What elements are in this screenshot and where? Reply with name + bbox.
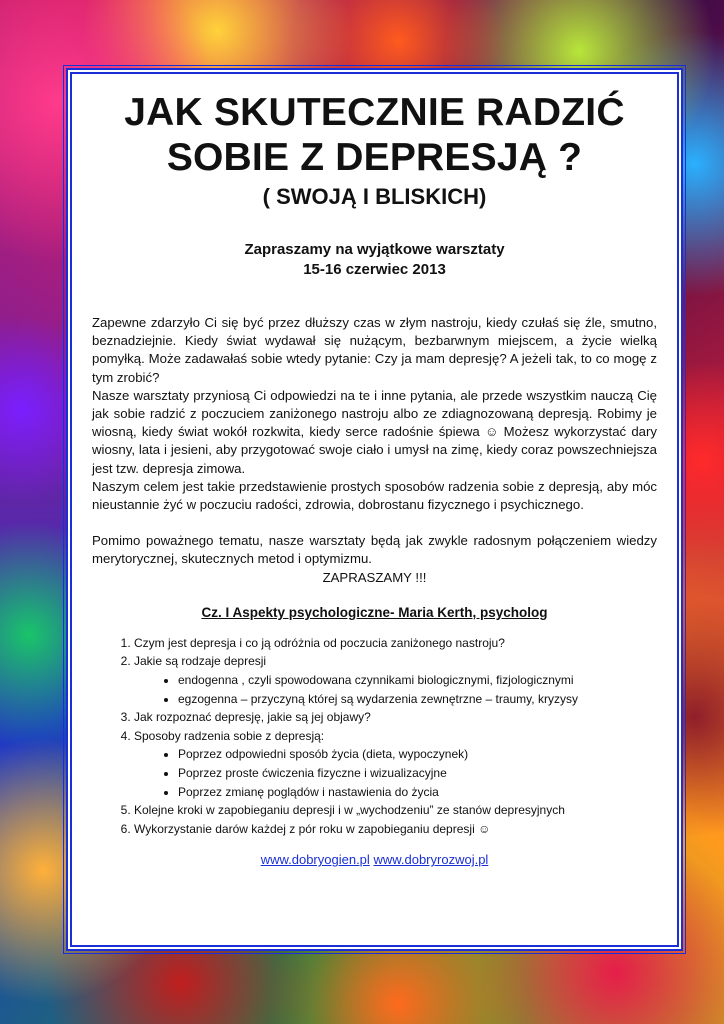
poster-subtitle: ( SWOJĄ I BLISKICH) <box>262 184 487 209</box>
topic-item <box>134 801 657 820</box>
topic-text: Sposoby radzenia sobie z depresją: <box>134 728 325 743</box>
topic-item <box>134 634 657 653</box>
topic-item <box>134 820 657 839</box>
paragraph-4: Pomimo poważnego tematu, nasze warsztaty będą jak zwykle radosnym połączeniem wiedzy merytorycznej, skutecznych metod i optymizmu. <box>92 533 657 567</box>
link-dobryrozwoj[interactable]: www.dobryrozwoj.pl <box>373 852 489 868</box>
topic-text: Kolejne kroki w zapobieganiu depresji i w „wychodzeniu” ze stanów depresyjnych <box>134 803 565 818</box>
subtopic-text: egzogenna – przyczyną której są wydarzenia zewnętrzne – traumy, kryzysy <box>178 691 578 706</box>
topic-item <box>134 652 657 708</box>
topic-list <box>92 634 657 839</box>
topic-text: Czym jest depresja i co ją odróżnia od poczucia zaniżonego nastroju? <box>134 635 505 650</box>
poster-content <box>92 90 657 867</box>
call-to-action: ZAPRASZAMY !!! <box>322 569 427 585</box>
title-line-2: SOBIE Z DEPRESJĄ ? <box>166 136 583 179</box>
topic-text: Wykorzystanie darów każdej z pór roku w zapobieganiu depresji ☺ <box>134 821 491 836</box>
subtopic-list <box>134 671 657 708</box>
subtopic-list <box>134 745 657 801</box>
paragraph-spacer <box>92 514 657 532</box>
topic-text: Jakie są rodzaje depresji <box>134 654 267 669</box>
subtopic-item <box>178 745 657 764</box>
subtopic-item <box>178 690 657 709</box>
link-dobryogien[interactable]: www.dobryogien.pl <box>260 852 370 868</box>
poster-frame <box>66 68 683 951</box>
poster-title <box>92 90 657 180</box>
subtopic-text: Poprzez proste ćwiczenia fizyczne i wizualizacyjne <box>178 766 447 780</box>
topic-item <box>134 727 657 801</box>
paragraph-2: Nasze warsztaty przyniosą Ci odpowiedzi na te i inne pytania, ale przede wszystkim nauczą Cię jak sobie radzić z poczuciem zaniżonego nastroju albo ze zdiagnozowaną depresją. Robimy je wiosną, kiedy świat wokół rozkwita, kiedy serce radośnie śpiewa ☺ Możesz wykorzystać dary wiosny, lata i jesieni, aby przygotować swoje ciało i umysł na zimę, kiedy coraz powszechniejsza jest tzw. depresja zimowa. <box>92 387 657 476</box>
invitation-text: Zapraszamy na wyjątkowe warsztaty <box>244 241 505 258</box>
title-line-1: JAK SKUTECZNIE RADZIĆ <box>124 91 625 134</box>
invitation <box>92 240 657 280</box>
section-title: Cz. I Aspekty psychologiczne- Maria Kerth, psycholog <box>201 604 548 620</box>
paragraph-1: Zapewne zdarzyło Ci się być przez dłuższy czas w złym nastroju, kiedy czułaś się źle, smutno, beznadziejnie. Kiedy świat wydawał się nużącym, bezbarwnym miejscem, a życie wielką pomyłką. Może zadawałaś sobie wtedy pytanie: Czy ja mam depresję? A jeżeli tak, to co mogę z tym zrobić? <box>92 315 657 385</box>
topic-text: Jak rozpoznać depresję, jakie są jej objawy? <box>134 710 371 725</box>
subtopic-text: endogenna , czyli spowodowana czynnikami biologicznymi, fizjologicznymi <box>178 673 574 688</box>
workshop-date: 15-16 czerwiec 2013 <box>303 261 446 278</box>
subtopic-item <box>178 671 657 690</box>
subtopic-text: Poprzez zmianę poglądów i nastawienia do życia <box>178 784 439 799</box>
paragraph-3: Naszym celem jest takie przedstawienie prostych sposobów radzenia sobie z depresją, aby móc nieustannie żyć w poczuciu radości, zdrowia, dobrostanu fizycznego i psychicznego. <box>92 478 657 513</box>
subtopic-text: Poprzez odpowiedni sposób życia (dieta, wypoczynek) <box>178 747 469 762</box>
subtopic-item <box>178 764 657 783</box>
topic-item <box>134 708 657 727</box>
links <box>92 852 657 867</box>
subtopic-item <box>178 783 657 802</box>
description <box>92 314 657 587</box>
